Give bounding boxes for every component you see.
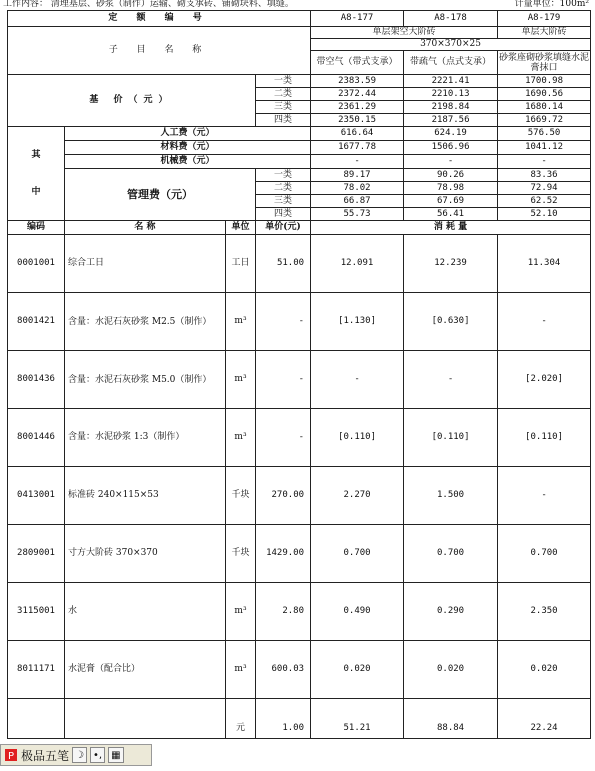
- machine-cell: -: [498, 155, 591, 169]
- row-price: 2.80: [256, 583, 311, 641]
- row-value: [0.110]: [498, 409, 591, 467]
- qizhong-char-1: 其: [31, 149, 41, 160]
- row-code: 8001446: [8, 409, 65, 467]
- base-price-cell: 2210.13: [404, 88, 498, 101]
- row-unit: m³: [226, 293, 256, 351]
- work-content: 工作内容： 清理基层、砂浆（制作）运输、砌支承砖、铺砌块料、填缝。: [3, 0, 294, 9]
- row-price: -: [256, 293, 311, 351]
- row-value: -: [311, 351, 404, 409]
- base-price-cell: 2350.15: [311, 114, 404, 127]
- category-4: 四类: [256, 114, 311, 127]
- row-value: [1.130]: [311, 293, 404, 351]
- row-name: 含量：水泥砂浆 1:3（制作）: [65, 409, 226, 467]
- material-cell: 1677.78: [311, 141, 404, 155]
- table-row: [8, 525, 591, 583]
- row-name: 寸方大阶砖 370×370: [65, 525, 226, 583]
- code-a8-177: A8-177: [311, 11, 404, 27]
- mgmt-cell: 89.17: [311, 169, 404, 182]
- row-price: 270.00: [256, 467, 311, 525]
- mgmt-cell: 67.69: [404, 195, 498, 208]
- category-2: 二类: [256, 88, 311, 101]
- row-value: 1.500: [404, 467, 498, 525]
- code-label: 定 额 编 号: [8, 11, 311, 27]
- row-value: [0.630]: [404, 293, 498, 351]
- base-price-cell: 2221.41: [404, 75, 498, 88]
- labor-cell: 576.50: [498, 127, 591, 141]
- table-row: [8, 235, 591, 293]
- row-code: [8, 699, 65, 739]
- row-value: 0.700: [404, 525, 498, 583]
- row-unit: 千块: [226, 467, 256, 525]
- row-value: 22.24: [498, 699, 591, 739]
- row-unit: m³: [226, 583, 256, 641]
- qizhong-label: [8, 127, 65, 221]
- row-value: 0.700: [498, 525, 591, 583]
- row-price: -: [256, 409, 311, 467]
- machine-cell: -: [404, 155, 498, 169]
- row-value: 0.020: [311, 641, 404, 699]
- row-value: 51.21: [311, 699, 404, 739]
- category-1: 一类: [256, 75, 311, 88]
- row-code: 2809001: [8, 525, 65, 583]
- punctuation-icon[interactable]: •,: [90, 747, 105, 763]
- row-price: 1429.00: [256, 525, 311, 583]
- row-value: 0.020: [498, 641, 591, 699]
- table-row: [8, 351, 591, 409]
- mgmt-cell: 78.98: [404, 182, 498, 195]
- row-name: 水泥膏（配合比）: [65, 641, 226, 699]
- row-code: 0001001: [8, 235, 65, 293]
- row-unit: 千块: [226, 525, 256, 583]
- row-name: 含量：水泥石灰砂浆 M5.0（制作）: [65, 351, 226, 409]
- col-name-1: 带空气（带式支承）: [311, 51, 404, 75]
- row-code: 3115001: [8, 583, 65, 641]
- base-price-cell: 2198.84: [404, 101, 498, 114]
- mgmt-cell: 78.02: [311, 182, 404, 195]
- col-name-3: 砂浆座砌砂浆填缝水泥膏抹口: [499, 52, 590, 73]
- quota-table: [7, 10, 591, 739]
- col-name-2: 带疏气（点式支承）: [404, 51, 498, 75]
- category-3: 三类: [256, 101, 311, 114]
- base-price-cell: 2372.44: [311, 88, 404, 101]
- base-price-cell: 1669.72: [498, 114, 591, 127]
- row-value: 2.350: [498, 583, 591, 641]
- mgmt-cell: 83.36: [498, 169, 591, 182]
- group2-label: 单层大阶砖: [498, 27, 591, 39]
- row-name: 含量：水泥石灰砂浆 M2.5（制作）: [65, 293, 226, 351]
- row-value: 2.270: [311, 467, 404, 525]
- material-cell: 1506.96: [404, 141, 498, 155]
- col-header-name: 名 称: [65, 221, 226, 235]
- col-header-unit: 单位: [226, 221, 256, 235]
- ime-logo-icon[interactable]: [3, 747, 19, 763]
- row-value: 0.290: [404, 583, 498, 641]
- mgmt-cell: 66.87: [311, 195, 404, 208]
- row-value: [0.110]: [404, 409, 498, 467]
- row-unit: m³: [226, 641, 256, 699]
- mgmt-category-3: 三类: [256, 195, 311, 208]
- material-label: 材料费（元）: [65, 141, 311, 155]
- row-unit: 元: [226, 699, 256, 739]
- labor-cell: 616.64: [311, 127, 404, 141]
- row-price: 600.03: [256, 641, 311, 699]
- material-cell: 1041.12: [498, 141, 591, 155]
- row-code: 8001421: [8, 293, 65, 351]
- base-price-label: 基 价（元）: [8, 75, 256, 127]
- page-header: [0, 0, 595, 10]
- table-row: [8, 699, 591, 739]
- table-row: [8, 409, 591, 467]
- row-name: [65, 699, 226, 739]
- base-price-cell: 2361.29: [311, 101, 404, 114]
- row-value: -: [498, 293, 591, 351]
- table-row: [8, 467, 591, 525]
- table-row: [8, 641, 591, 699]
- row-unit: m³: [226, 351, 256, 409]
- row-value: [2.020]: [498, 351, 591, 409]
- mgmt-cell: 62.52: [498, 195, 591, 208]
- machine-label: 机械费（元）: [65, 155, 311, 169]
- row-value: 88.84: [404, 699, 498, 739]
- half-width-moon-icon[interactable]: ☽: [72, 747, 87, 763]
- row-name: 综合工日: [65, 235, 226, 293]
- base-price-cell: 2383.59: [311, 75, 404, 88]
- mgmt-cell: 72.94: [498, 182, 591, 195]
- item-name-label: 子 目 名 称: [8, 27, 311, 75]
- row-price: -: [256, 351, 311, 409]
- group1-label: 单层架空大阶砖: [311, 27, 498, 39]
- row-value: 0.490: [311, 583, 404, 641]
- row-value: 0.020: [404, 641, 498, 699]
- table-row: [8, 583, 591, 641]
- row-value: [0.110]: [311, 409, 404, 467]
- base-price-cell: 1690.56: [498, 88, 591, 101]
- machine-cell: -: [311, 155, 404, 169]
- col-header-code: 编码: [8, 221, 65, 235]
- ime-toolbar[interactable]: [0, 744, 152, 766]
- soft-keyboard-icon[interactable]: ▦: [108, 747, 123, 763]
- col-header-price: 单价(元): [256, 221, 311, 235]
- row-price: 51.00: [256, 235, 311, 293]
- mgmt-category-2: 二类: [256, 182, 311, 195]
- row-code: 8011171: [8, 641, 65, 699]
- row-name: 标准砖 240×115×53: [65, 467, 226, 525]
- base-price-cell: 1700.98: [498, 75, 591, 88]
- row-value: 11.304: [498, 235, 591, 293]
- base-price-cell: 1680.14: [498, 101, 591, 114]
- col-header-consumption: 消 耗 量: [311, 221, 591, 235]
- qizhong-char-2: 中: [31, 186, 41, 197]
- measure-unit: 计量单位：100m²: [514, 0, 589, 9]
- row-unit: 工日: [226, 235, 256, 293]
- row-value: 12.239: [404, 235, 498, 293]
- row-value: 12.091: [311, 235, 404, 293]
- mgmt-cell: 55.73: [311, 208, 404, 221]
- mgmt-category-4: 四类: [256, 208, 311, 221]
- row-value: -: [498, 467, 591, 525]
- mgmt-cell: 90.26: [404, 169, 498, 182]
- mgmt-label: 管理费（元）: [65, 169, 256, 221]
- ime-name[interactable]: 极品五笔: [21, 748, 70, 763]
- size-spec: 370×370×25: [311, 39, 591, 51]
- mgmt-cell: 56.41: [404, 208, 498, 221]
- row-value: 0.700: [311, 525, 404, 583]
- mgmt-category-1: 一类: [256, 169, 311, 182]
- code-a8-178: A8-178: [404, 11, 498, 27]
- row-price: 1.00: [256, 699, 311, 739]
- row-code: 0413001: [8, 467, 65, 525]
- row-unit: m³: [226, 409, 256, 467]
- labor-label: 人工费（元）: [65, 127, 311, 141]
- table-row: [8, 293, 591, 351]
- base-price-cell: 2187.56: [404, 114, 498, 127]
- code-a8-179: A8-179: [498, 11, 591, 27]
- row-name: 水: [65, 583, 226, 641]
- row-code: 8001436: [8, 351, 65, 409]
- row-value: -: [404, 351, 498, 409]
- svg-text:P: P: [7, 751, 15, 762]
- labor-cell: 624.19: [404, 127, 498, 141]
- mgmt-cell: 52.10: [498, 208, 591, 221]
